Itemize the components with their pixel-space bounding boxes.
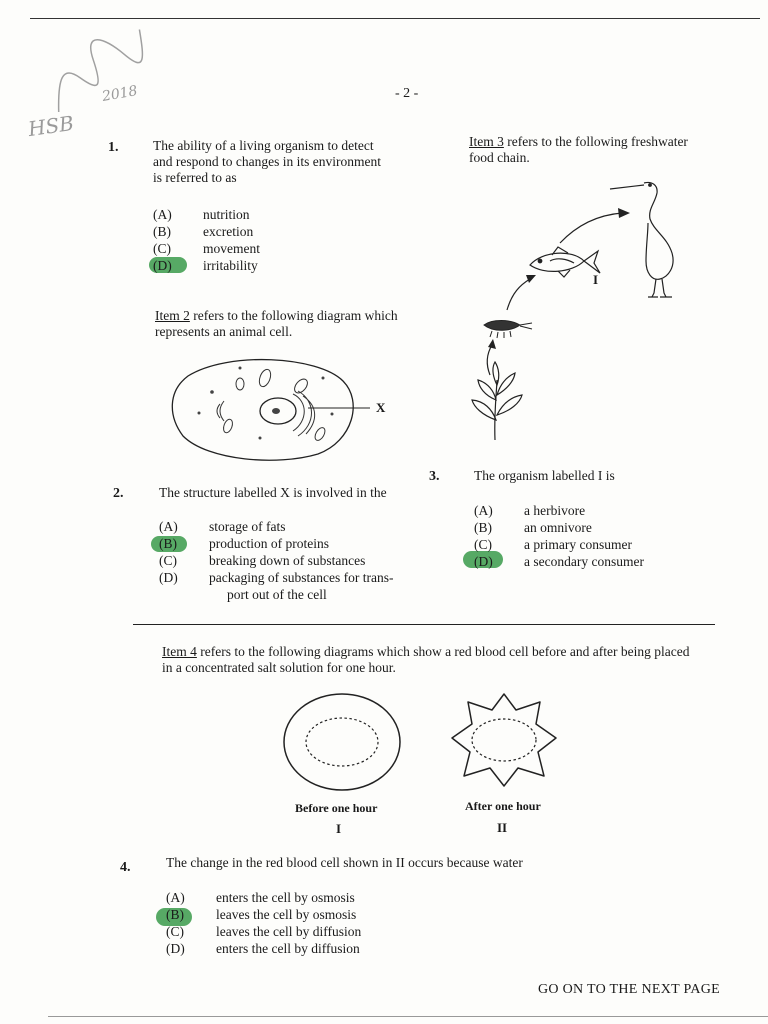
q3-options bbox=[474, 502, 644, 570]
section-divider bbox=[133, 624, 715, 625]
option-letter: (D) bbox=[159, 570, 178, 585]
animal-cell-diagram bbox=[168, 356, 398, 466]
q4-option-b[interactable] bbox=[166, 906, 361, 923]
item2-intro bbox=[155, 308, 398, 340]
q3-number: 3. bbox=[429, 469, 440, 484]
option-letter: (C) bbox=[474, 537, 492, 552]
q4-options bbox=[166, 889, 361, 957]
option-text: breaking down of substances bbox=[209, 553, 366, 568]
q3-stem: The organism labelled I is bbox=[474, 468, 615, 483]
option-text: enters the cell by diffusion bbox=[216, 941, 360, 956]
option-text: leaves the cell by diffusion bbox=[216, 924, 362, 939]
item4-intro-text: refers to the following diagrams which show a red blood cell before and after being placed bbox=[196, 644, 690, 659]
item3-ref: Item 3 bbox=[469, 134, 504, 149]
item4-ref: Item 4 bbox=[162, 644, 197, 659]
q1-stem-line: and respond to changes in its environment bbox=[153, 154, 381, 169]
q2-option-c[interactable] bbox=[159, 552, 393, 569]
food-chain-diagram bbox=[462, 175, 712, 450]
caption-after-num: II bbox=[497, 820, 508, 835]
option-text: nutrition bbox=[203, 207, 250, 222]
q3-option-c[interactable] bbox=[474, 536, 644, 553]
item2-ref: Item 2 bbox=[155, 308, 190, 323]
cell-label-x: X bbox=[376, 400, 386, 415]
q1-number: 1. bbox=[108, 140, 119, 155]
q2-stem: The structure labelled X is involved in the bbox=[159, 485, 387, 500]
option-text: production of proteins bbox=[209, 536, 329, 551]
option-text: a secondary consumer bbox=[524, 554, 644, 569]
option-letter: (D) bbox=[474, 554, 493, 569]
option-text: excretion bbox=[203, 224, 254, 239]
caption-before-num: I bbox=[336, 821, 342, 836]
q4-option-c[interactable] bbox=[166, 923, 361, 940]
q3-option-d[interactable] bbox=[474, 553, 644, 570]
q2-option-d[interactable] bbox=[159, 569, 393, 586]
option-letter: (A) bbox=[159, 519, 178, 534]
q1-option-c[interactable] bbox=[153, 240, 260, 257]
plant-icon bbox=[472, 362, 522, 440]
option-text: storage of fats bbox=[209, 519, 286, 534]
next-page-footer: GO ON TO THE NEXT PAGE bbox=[538, 982, 721, 997]
q1-option-d[interactable] bbox=[153, 257, 260, 274]
option-letter: (C) bbox=[166, 924, 184, 939]
q2-number: 2. bbox=[113, 486, 124, 501]
item2-intro-text: refers to the following diagram which bbox=[189, 308, 398, 323]
option-letter: (B) bbox=[474, 520, 492, 535]
option-text: packaging of substances for trans- bbox=[209, 570, 394, 585]
caption-after: After one hour bbox=[465, 799, 541, 813]
option-letter: (B) bbox=[166, 907, 184, 922]
option-text: a herbivore bbox=[524, 503, 586, 518]
rbc-before-diagram bbox=[280, 690, 404, 794]
q2-option-a[interactable] bbox=[159, 518, 393, 535]
option-letter: (B) bbox=[153, 224, 171, 239]
option-letter: (C) bbox=[153, 241, 171, 256]
item3-intro-text: refers to the following freshwater bbox=[503, 134, 688, 149]
q1-option-a[interactable] bbox=[153, 206, 260, 223]
rbc-after-diagram bbox=[448, 690, 560, 790]
option-text: leaves the cell by osmosis bbox=[216, 907, 357, 922]
q2-options bbox=[159, 518, 393, 603]
page-number: - 2 - bbox=[395, 86, 419, 101]
option-letter: (D) bbox=[166, 941, 185, 956]
q1-stem bbox=[153, 138, 381, 186]
option-text: a primary consumer bbox=[524, 537, 632, 552]
item3-intro-line2: food chain. bbox=[469, 150, 530, 165]
fish-icon bbox=[530, 247, 600, 277]
q2-option-b[interactable] bbox=[159, 535, 393, 552]
signature-scribble bbox=[31, 14, 165, 123]
handwritten-tag: HSB bbox=[26, 110, 76, 142]
q1-stem-line: is referred to as bbox=[153, 170, 237, 185]
item4-intro bbox=[162, 644, 732, 676]
item3-intro bbox=[469, 134, 688, 166]
option-text: an omnivore bbox=[524, 520, 592, 535]
option-letter: (A) bbox=[166, 890, 185, 905]
q4-option-d[interactable] bbox=[166, 940, 361, 957]
bottom-rule bbox=[48, 1016, 768, 1017]
q4-number: 4. bbox=[120, 860, 131, 875]
heron-icon bbox=[610, 182, 673, 297]
q3-option-a[interactable] bbox=[474, 502, 644, 519]
q4-option-a[interactable] bbox=[166, 889, 361, 906]
item4-intro-line2: in a concentrated salt solution for one hour. bbox=[162, 660, 396, 675]
option-letter: (C) bbox=[159, 553, 177, 568]
q1-stem-line: The ability of a living organism to detect bbox=[153, 138, 374, 153]
handwritten-year: 2018 bbox=[100, 83, 139, 105]
organism-label-i: I bbox=[593, 272, 599, 287]
q3-option-b[interactable] bbox=[474, 519, 644, 536]
option-letter: (B) bbox=[159, 536, 177, 551]
q2-option-d-continued: port out of the cell bbox=[227, 587, 327, 602]
option-text: irritability bbox=[203, 258, 258, 273]
option-letter: (D) bbox=[153, 258, 172, 273]
option-letter: (A) bbox=[153, 207, 172, 222]
q1-option-b[interactable] bbox=[153, 223, 260, 240]
shrimp-icon bbox=[484, 321, 532, 339]
q1-options bbox=[153, 206, 260, 274]
caption-before: Before one hour bbox=[295, 801, 378, 815]
option-text: enters the cell by osmosis bbox=[216, 890, 355, 905]
item2-intro-line2: represents an animal cell. bbox=[155, 324, 293, 339]
option-letter: (A) bbox=[474, 503, 493, 518]
option-text: movement bbox=[203, 241, 260, 256]
q4-stem: The change in the red blood cell shown in II occurs because water bbox=[166, 855, 523, 870]
